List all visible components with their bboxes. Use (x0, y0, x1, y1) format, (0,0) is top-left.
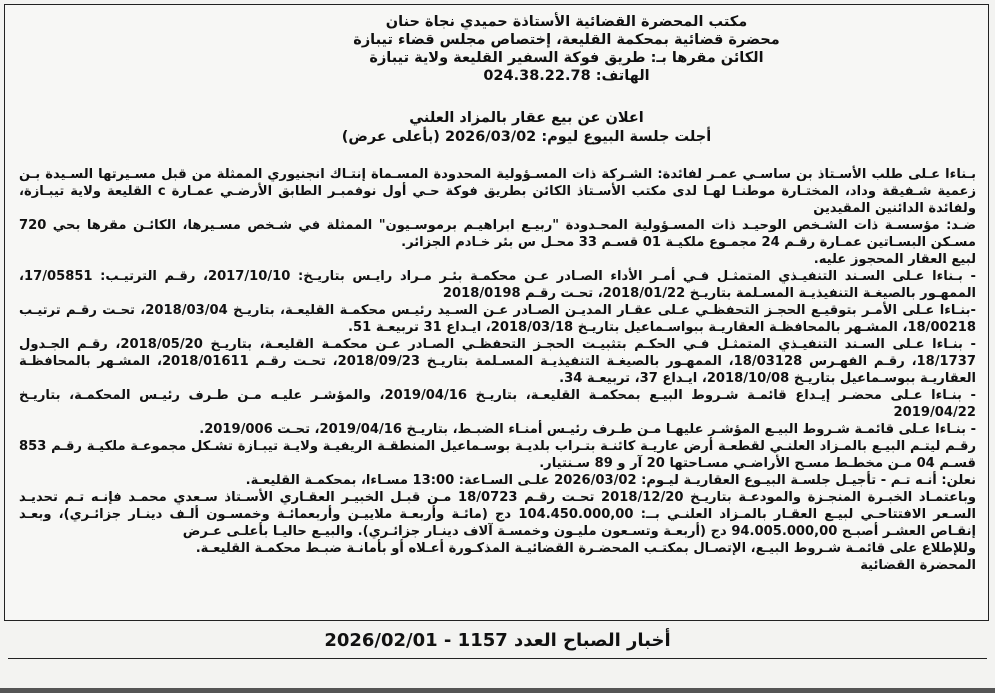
bottom-divider (0, 688, 995, 693)
notice-titles (265, 109, 788, 147)
paragraph-purpose: لبيع العقار المحجوز عليه. (813, 252, 976, 267)
paragraph-price: وباعتمـاد الخبـرة المنجـزة والمودعـة بتاريـخ 2018/12/20 تحـت رقـم 18/0723 مـن قبـل الخبيـر العقـاري الأسـتاذ سـعدي محمـد فإنـه تـم تحديـد السـعر الافتتاحـي لبيـع العقـار بالمـزاد العلنـي بــ: 104.450.000,00 دج (مائـة وأربعـة ملاييـن وأربعمائـة وخمسـون ألـف دينـار جزائـري)، وبعـد إنقـاص العشـر أصبـح 94.005.000,00 دج (أربعـة وتسـعون مليـون وخمسـة آلاف دينـار جزائـري). والبيـع حاليـا بأعلـى عـرض (19, 490, 977, 539)
paragraph-seizure-order: -بنـاءا عـلى الأمـر بتوقيـع الحجـز التحفظـي عـلى عقـار المديـن الصـادر عـن السـيد رئيـس محكمـة القليعـة، بتاريـخ 2018/03/04، تحـت رقـم ترتيـب 18/00218، المشـهر بالمحافظـة العقاريـة ببواسـماعيل بتاريـخ 2018/03/18، ايـداع 31 تربيعـة 51. (19, 303, 976, 335)
office-phone: الهاتف: 024.38.22.78 (483, 68, 650, 84)
office-name: مكتب المحضرة القضائية الأستاذة حميدي نجاة حنان (385, 14, 748, 30)
paragraph-defendant: ضـد: مؤسسـة ذات الشـخص الوحيـد ذات المسـؤولية المحـدودة "ربيـع ابراهيـم برموسـيون" الممثلة في شـخص مسـيرها، الكائـن مقرها بحي 720 مسـكن البسـاتين عمـارة رقـم 24 مجمـوع ملكيـة 01 قسـم 33 محـل س بئر خـادم الجزائر. (19, 218, 976, 250)
paragraph-contact: وللإطلاع على قائمـة شـروط البيـع، الإتصـال بمكتـب المحضـرة القضائيـة المذكـورة أعـلاه أو بأمانـة ضبـط محكمـة القليعـة. (195, 541, 976, 556)
paragraph-property: رقـم ليتـم البيـع بالمـزاد العلنـي لقطعـة أرض عاريـة كائنـة بتـراب بلديـة بوسـماعيل المنطقـة الريفيـة ولايـة تيبـازة تشـكل مجموعـة ملكيـة رقـم 853 قسـم 04 مـن مخطـط مسـح الأراضـي مسـاحتها 20 آر و 89 سـنتيار. (19, 439, 976, 471)
signature: المحضرة القضائية (860, 558, 976, 573)
paragraph-seizure-judgment: - بنـاءا عـلى السـند التنفيـذي المتمثـل فـي الحكـم بتثبيـت الحجـز التحفظـي الصـادر عـن محكمـة القليعـة، بتاريـخ 2018/05/20، رقـم الجـدول 18/1737، رقـم الفهـرس 18/03128، الممهـور بالصيغـة التنفيذيـة المسـلمة بتاريـخ 2018/09/23، تحـت رقـم 2018/01611، المشـهر بالمحافظـة العقاريـة ببوسـماعيل بتاريـخ 2018/10/08، ايـداع 37، تربيعـة 34. (19, 337, 976, 386)
session-postponed: أجلت جلسة البيوع ليوم: 2026/03/02 (بأعلى عرض) (341, 129, 712, 145)
office-address: الكائن مقرها بـ: طريق فوكة السفير القليعة ولاية تيبازة (369, 50, 764, 66)
caption-text: أخبار الصباح العدد 1157 - 2026/02/01 (324, 630, 671, 651)
notice-frame (4, 4, 989, 621)
office-header (265, 13, 868, 85)
paragraph-applicant: بـناءا عـلى طلب الأسـتاذ بن ساسـي عمـر لفائدة: الشـركة ذات المسـؤولية المحدودة المسـماة إنتـاك انجنيوري الممثلة من قبل مسـيرتها السـيدة بـن زعمية شـفيقة وداد، المختـارة موطنـا لهـا لدى مكتب الأسـتاذ الكائن بطريق فوكة حـي أول نوفمبـر الطابق الأرضـي عمـارة c القليعة ولاية تيبـازة، ولفائدة الدائنين المقيدين (19, 167, 977, 216)
office-description: محضرة قضائية بمحكمة القليعة، إختصاص مجلس قضاء تيبازة (353, 32, 780, 48)
paragraph-announcement: نعلن: أنـه تـم - تأجيـل جلسـة البيـوع العقاريـة ليـوم: 2026/03/02 علـى السـاعة: 13:00 مسـاءا، بمحكمـة القليعـة. (245, 473, 976, 488)
newspaper-caption (8, 628, 987, 659)
paragraph-conditions-deposit: - بنـاءا عـلى محضـر إيـداع قائمـة شـروط البيـع بمحكمـة القليعـة، بتاريـخ 2019/04/16، والمؤشـر عليـه مـن طـرف رئيـس المحكمـة، بتاريـخ 2019/04/22 (19, 388, 976, 420)
notice-body (19, 166, 976, 574)
paragraph-conditions-list: - بنـاءا عـلى قائمـة شـروط البيـع المؤشـر عليهـا مـن طـرف رئيـس أمنـاء الضبـط، بتاريـخ 2019/04/16، تحـت 2019/006. (199, 422, 976, 437)
notice-title: اعلان عن بيع عقار بالمزاد العلني (409, 110, 644, 126)
paragraph-payment-order: - بـناءا عـلى السـند التنفيـذي المتمثـل فـي أمـر الأداء الصـادر عـن محكمـة بئـر مـراد رايـس بتاريـخ: 2017/10/10، رقـم الترتيـب: 17/05851، الممهـور بالصيغـة التنفيذيـة المسـلمة بتاريـخ 2018/01/22، تحـت رقـم 2018/0198 (19, 269, 976, 301)
